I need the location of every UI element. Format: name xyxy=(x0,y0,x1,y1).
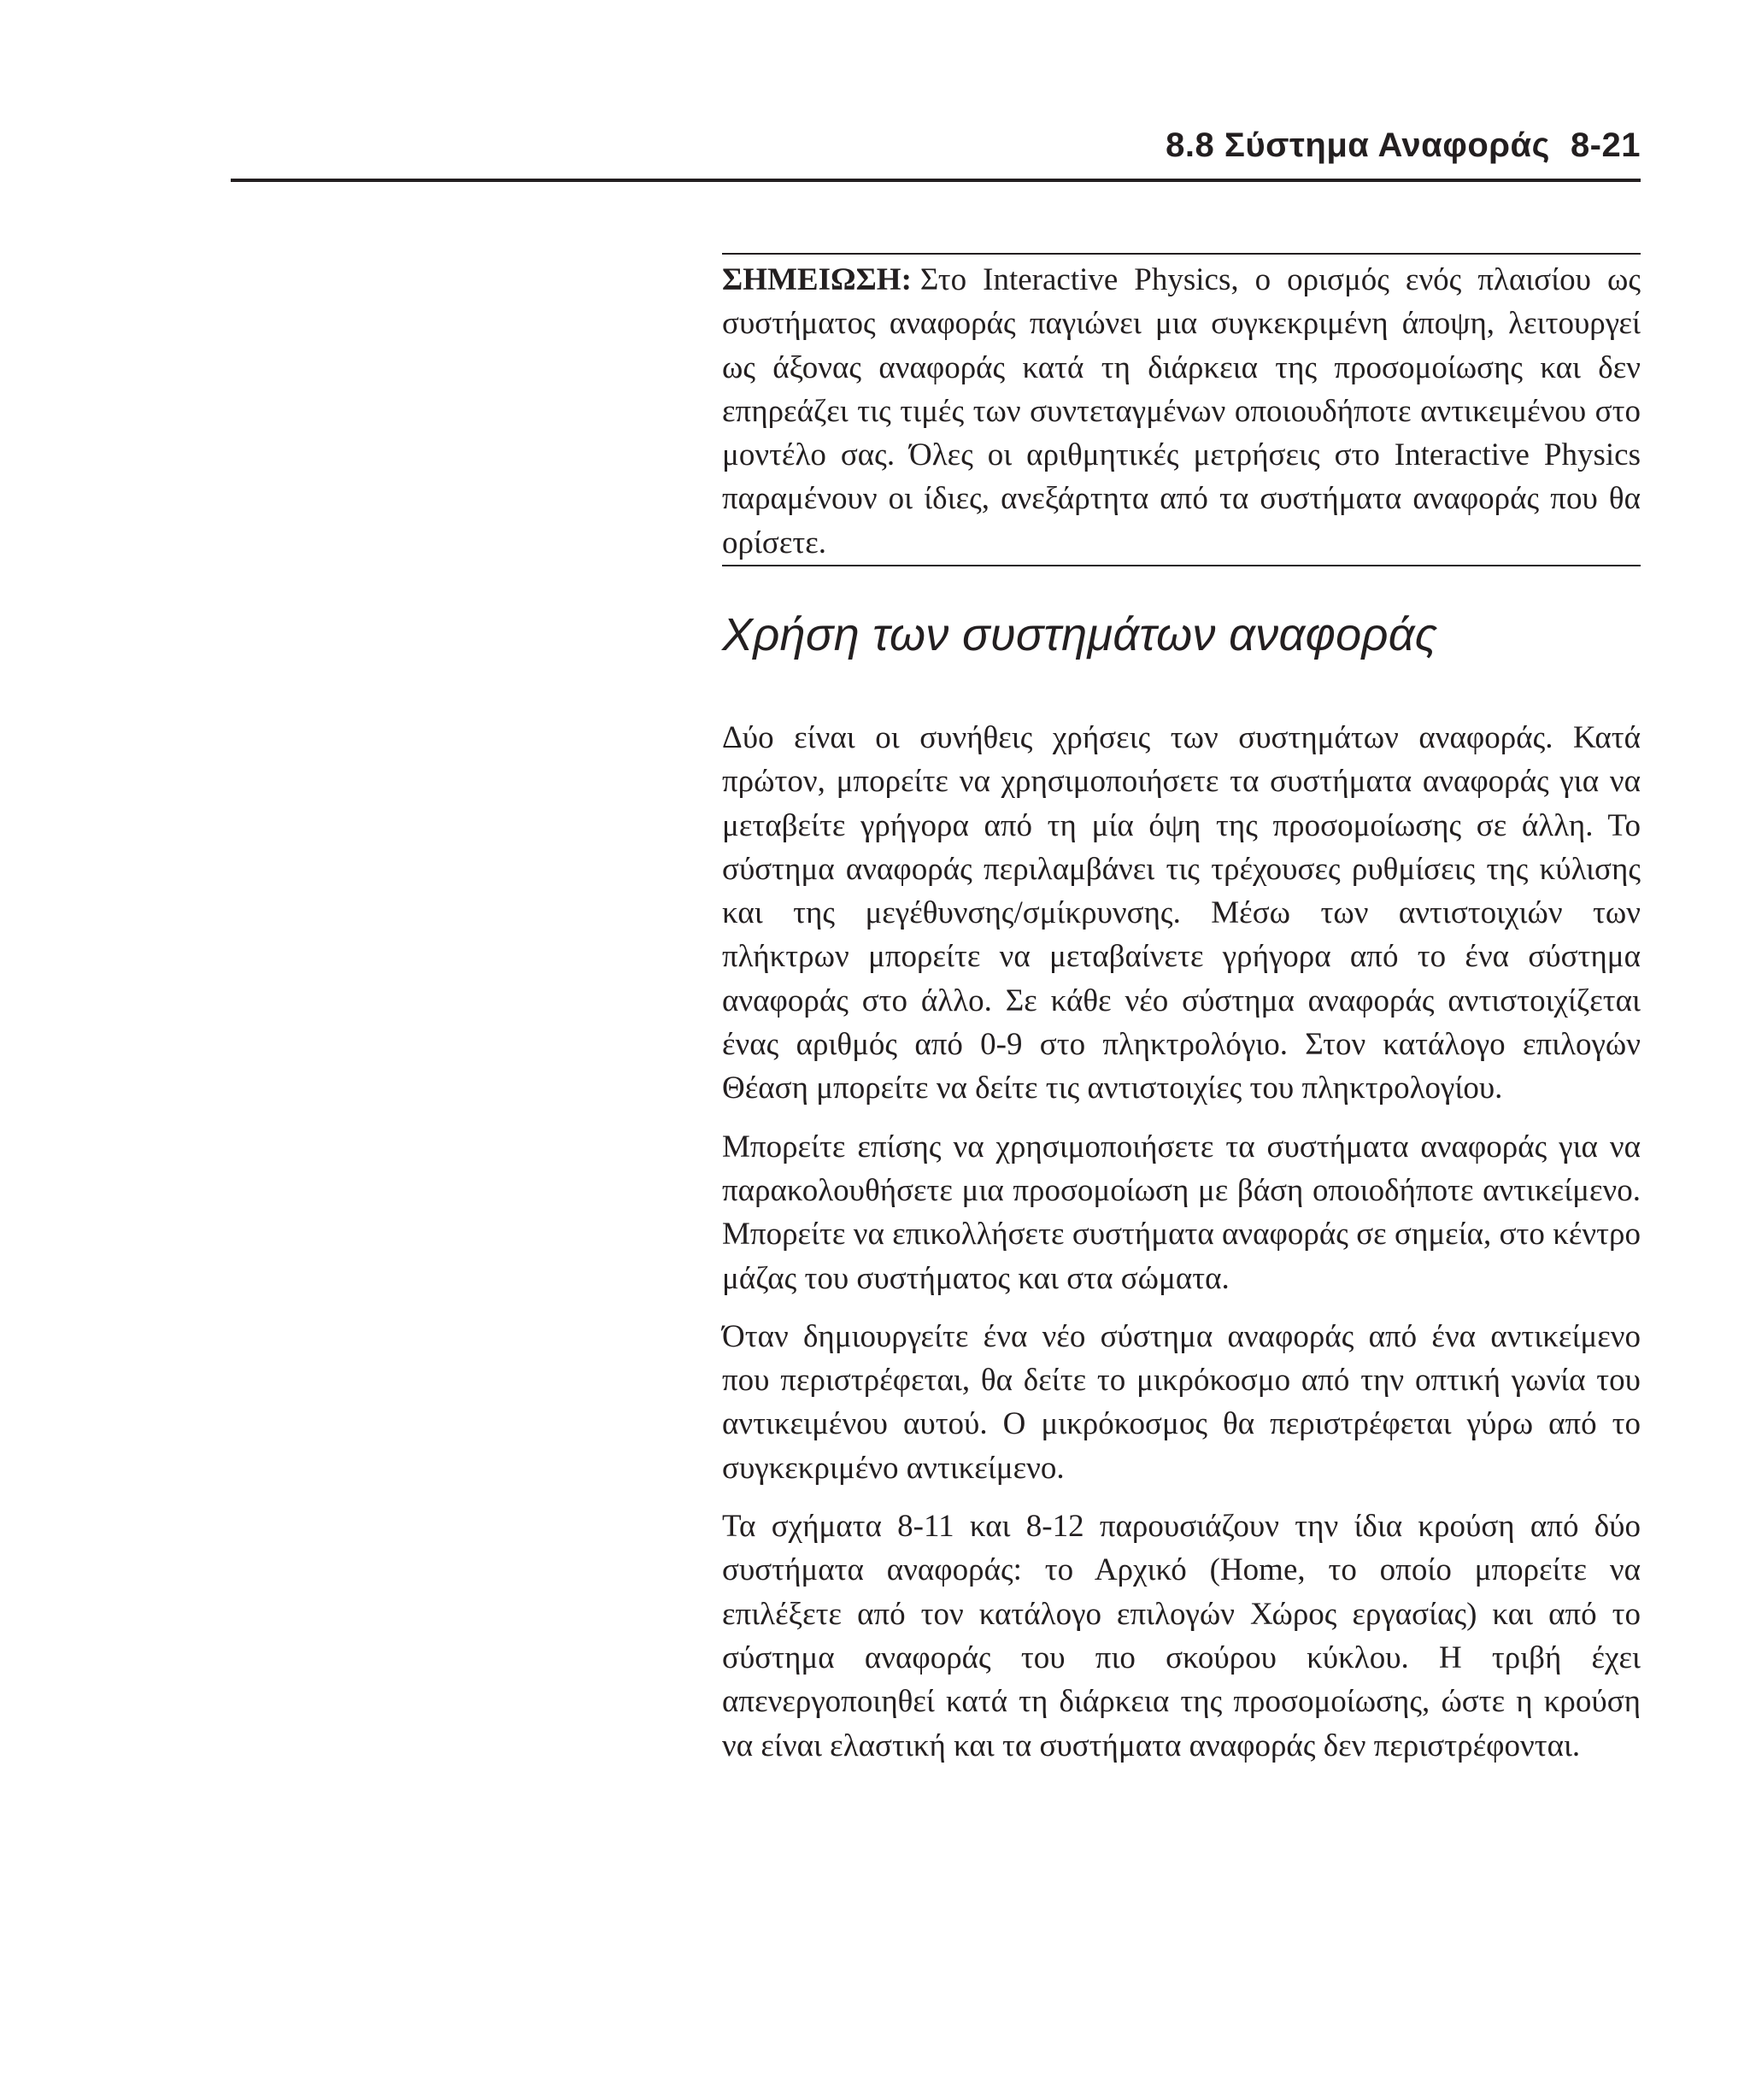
page-number: 8-21 xyxy=(1570,126,1641,164)
body-text xyxy=(722,716,1641,1782)
paragraph: Όταν δημιουργείτε ένα νέο σύστημα αναφοράς από ένα αντικείμενο που περιστρέφεται, θα δείτε το μικρόκοσμο από την οπτική γωνία του αντικειμένου αυτού. Ο μικρόκοσμος θα περιστρέφεται γύρω από το συγκεκριμένο αντικείμενο. xyxy=(722,1318,1641,1486)
note-label: ΣΗΜΕΙΩΣΗ: xyxy=(722,262,912,297)
section-title: 8.8 Σύστημα Αναφοράς xyxy=(1166,126,1550,164)
header-rule xyxy=(231,179,1641,182)
paragraph: Τα σχήματα 8-11 και 8-12 παρουσιάζουν την ίδια κρούση από δύο συστήματα αναφοράς: το Αρχικό (Home, το οποίο μπορείτε να επιλέξετε από τον κατάλογο επιλογών Χώρος εργασίας) και από το σύστημα αναφοράς του πιο σκούρου κύκλου. Η τριβή έχει απενεργοποιηθεί κατά τη διάρκεια της προσομοίωσης, ώστε η κρούση να είναι ελαστική και τα συστήματα αναφοράς δεν περιστρέφονται. xyxy=(722,1509,1641,1763)
paragraph: Μπορείτε επίσης να χρησιμοποιήσετε τα συστήματα αναφοράς για να παρακολουθήσετε μια προσομοίωση με βάση οποιοδήποτε αντικείμενο. Μπορείτε να επικολλήσετε συστήματα αναφοράς σε σημεία, στο κέντρο μάζας του συστήματος και στα σώματα. xyxy=(722,1129,1641,1296)
paragraph: Δύο είναι οι συνήθεις χρήσεις των συστημάτων αναφοράς. Κατά πρώτον, μπορείτε να χρησιμοποιήσετε τα συστήματα αναφοράς για να μεταβείτε γρήγορα από τη μία όψη της προσομοίωσης σε άλλη. Το σύστημα αναφοράς περιλαμβάνει τις τρέχουσες ρυθμίσεις της κύλισης και της μεγέθυνσης/σμίκρυνσης. Μέσω των αντιστοιχιών των πλήκτρων μπορείτε να μεταβαίνετε γρήγορα από το ένα σύστημα αναφοράς στο άλλο. Σε κάθε νέο σύστημα αναφοράς αντιστοιχίζεται ένας αριθμός από 0-9 στο πληκτρολόγιο. Στον κατάλογο επιλογών Θέαση μπορείτε να δείτε τις αντιστοιχίες του πληκτρολογίου. xyxy=(722,720,1641,1106)
note-box xyxy=(722,253,1641,566)
running-head xyxy=(1166,126,1641,165)
note-text: Στο Interactive Physics, ο ορισμός ενός πλαισίου ως συστήματος αναφοράς παγιώνει μια συγκεκριμένη άποψη, λειτουργεί ως άξονας αναφοράς κατά τη διάρκεια της προσομοίωσης και δεν επηρεάζει τις τιμές των συντεταγμένων οποιουδήποτε αντικειμένου στο μοντέλο σας. Όλες οι αριθμητικές μετρήσεις στο Interactive Physics παραμένουν οι ίδιες, ανεξάρτητα από τα συστήματα αναφοράς που θα ορίσετε. xyxy=(722,262,1641,560)
section-heading: Χρήση των συστημάτων αναφοράς xyxy=(722,609,1438,660)
